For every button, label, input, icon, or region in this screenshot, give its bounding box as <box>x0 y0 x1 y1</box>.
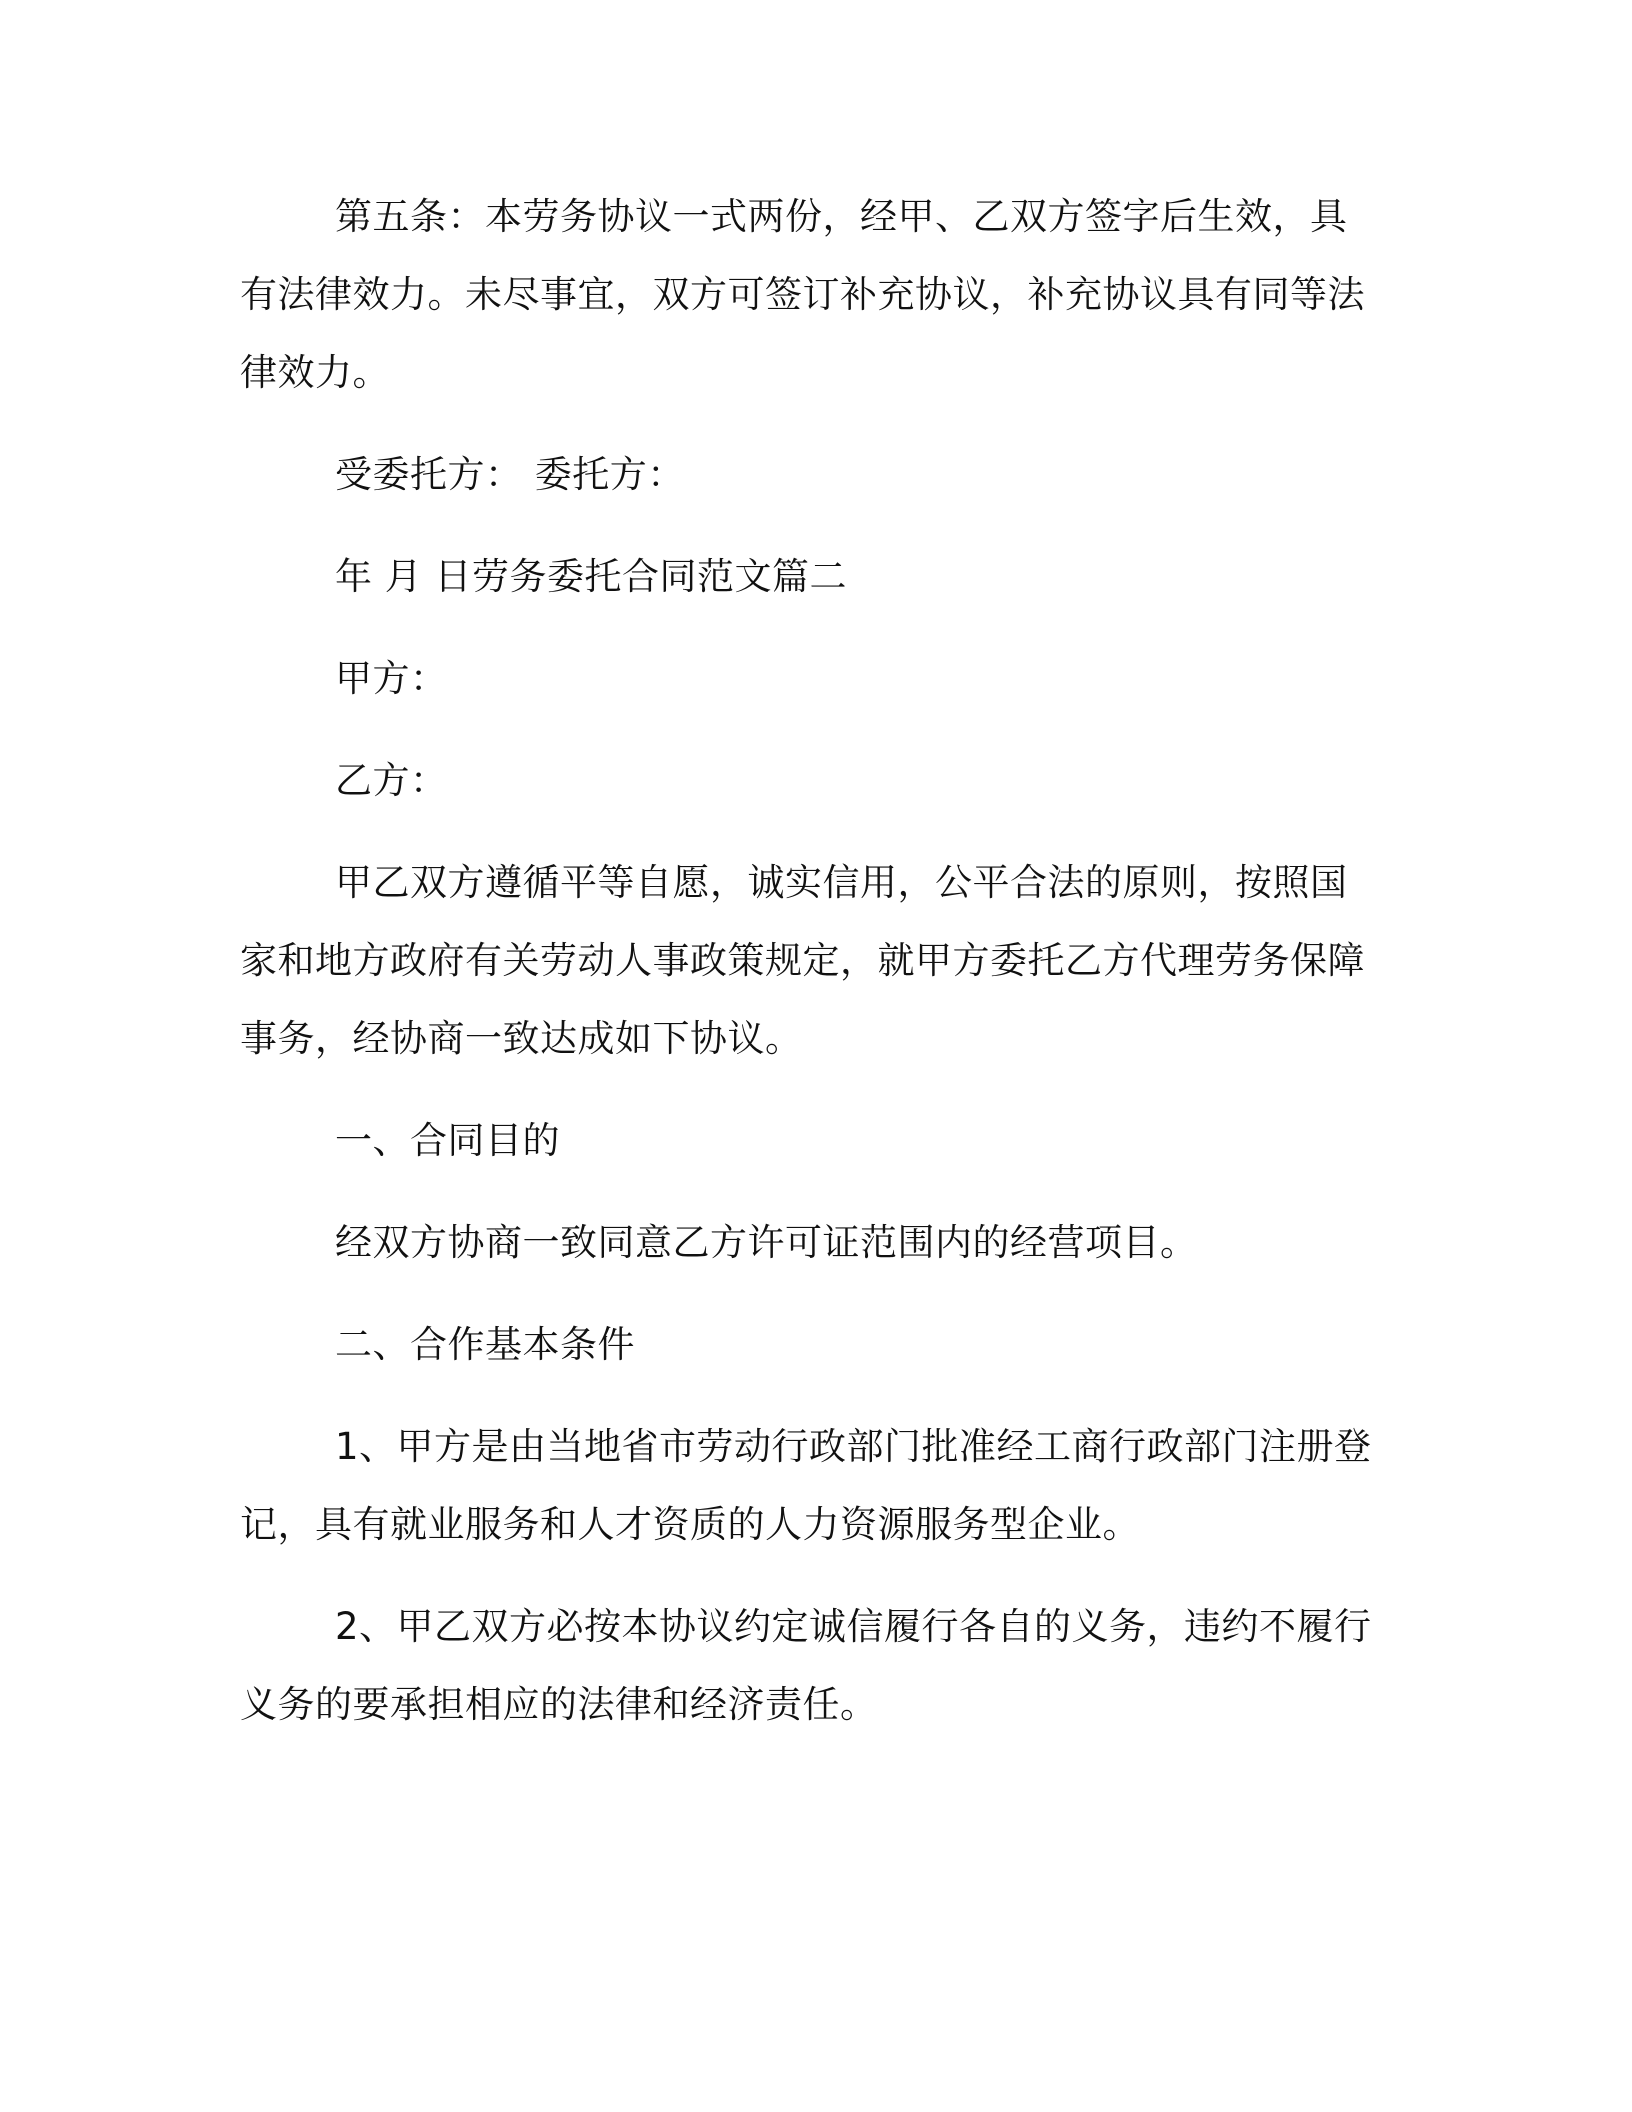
paragraph-party-a: 甲方： <box>335 657 448 700</box>
section-heading-conditions: 二、合作基本条件 <box>335 1323 635 1366</box>
paragraph-purpose: 经双方协商一致同意乙方许可证范围内的经营项目。 <box>335 1221 1198 1264</box>
paragraph-preamble: 甲乙双方遵循平等自愿，诚实信用，公平合法的原则，按照国家和地方政府有关劳动人事政策规定，就甲方委托乙方代理劳务保障事务，经协商一致达成如下协议。 <box>240 861 1365 1060</box>
section-heading-purpose: 一、合同目的 <box>335 1119 560 1162</box>
paragraph-party-b: 乙方： <box>335 759 448 802</box>
paragraph-date-title: 年 月 日劳务委托合同范文篇二 <box>335 555 848 598</box>
paragraph-condition-1: 1、甲方是由当地省市劳动行政部门批准经工商行政部门注册登记，具有就业服务和人才资质的人力资源服务型企业。 <box>240 1425 1372 1546</box>
paragraph-article-five: 第五条：本劳务协议一式两份，经甲、乙双方签字后生效，具有法律效力。未尽事宜，双方可签订补充协议，补充协议具有同等法律效力。 <box>240 195 1365 394</box>
paragraph-signatories: 受委托方： 委托方： <box>335 453 685 496</box>
paragraph-condition-2: 2、甲乙双方必按本协议约定诚信履行各自的义务，违约不履行义务的要承担相应的法律和经济责任。 <box>240 1605 1372 1726</box>
document-body <box>240 178 1378 1744</box>
